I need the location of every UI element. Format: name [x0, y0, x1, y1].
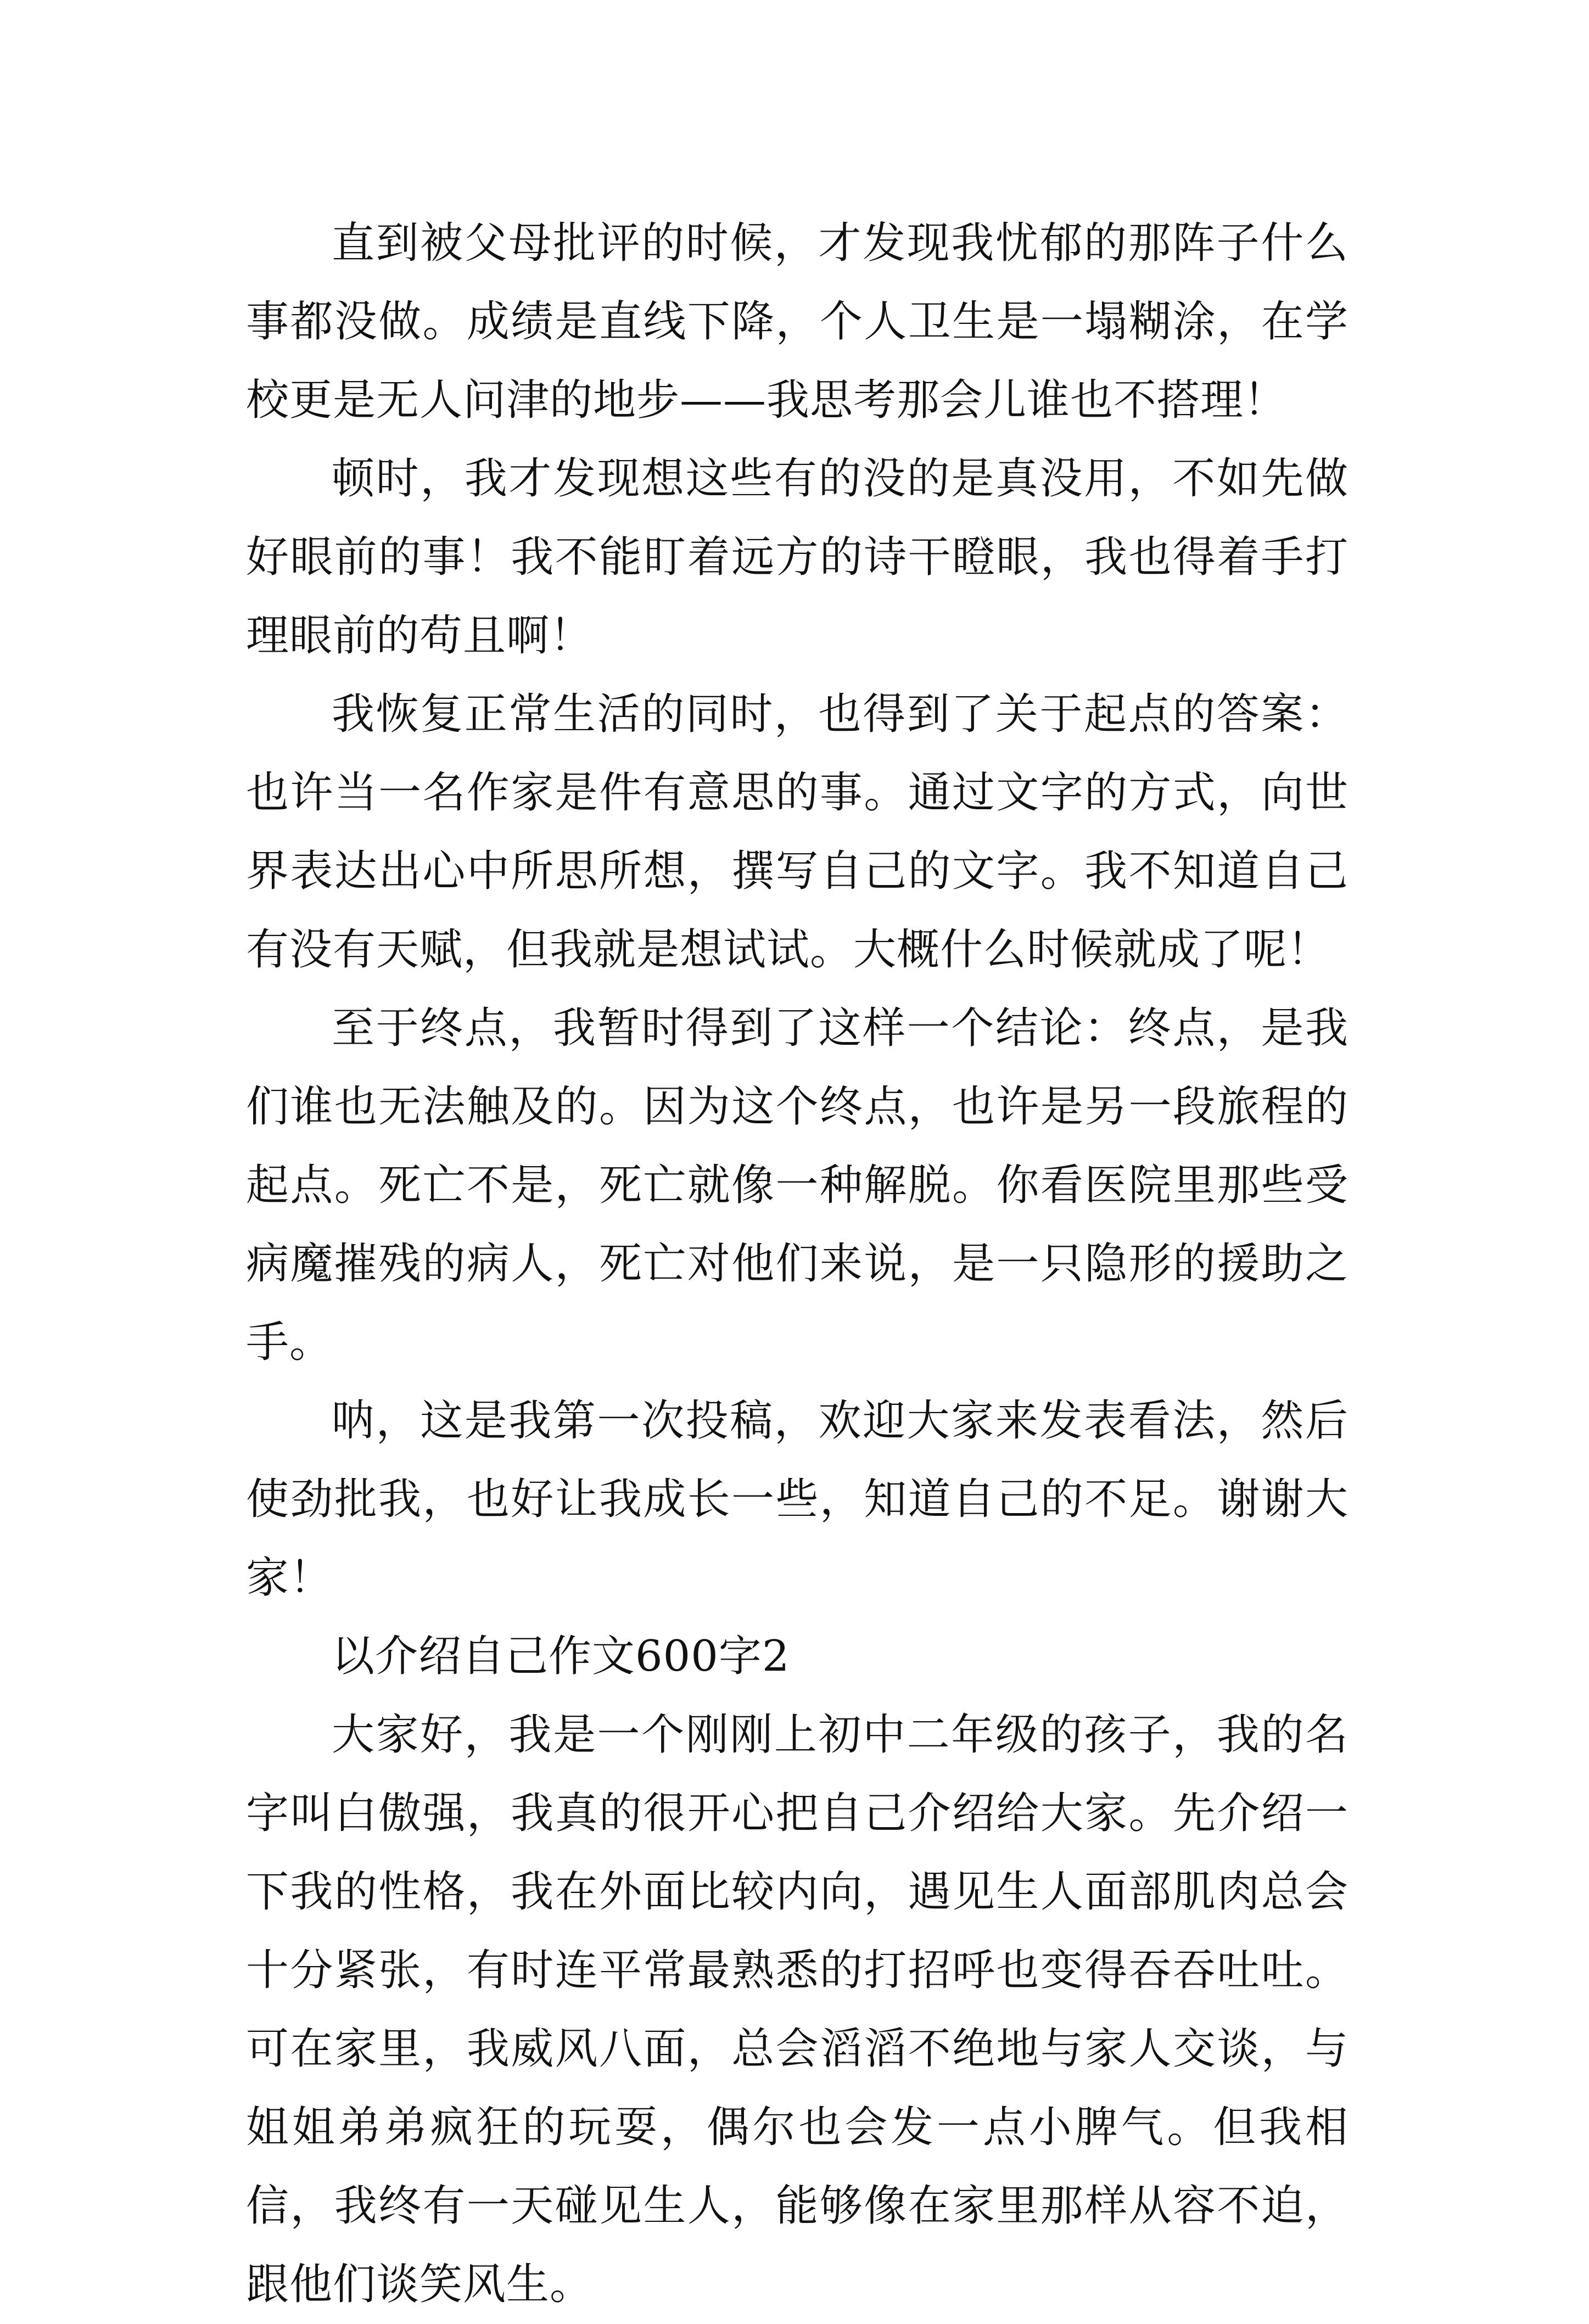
essay-heading: 以介绍自己作文600字2 — [332, 1632, 790, 1681]
paragraph-realization: 顿时，我才发现想这些有的没的是真没用，不如先做好眼前的事！我不能盯着远方的诗干瞪眼，我也得着手打理眼前的苟且啊！ — [246, 454, 1349, 660]
paragraph-first-submission: 呐，这是我第一次投稿，欢迎大家来发表看法，然后使劲批我，也好让我成长一些，知道自己的不足。谢谢大家！ — [246, 1396, 1349, 1603]
document-body — [246, 204, 1349, 2324]
paragraph-criticized: 直到被父母批评的时候，才发现我忧郁的那阵子什么事都没做。成绩是直线下降，个人卫生是一塌糊涂，在学校更是无人问津的地步——我思考那会儿谁也不搭理！ — [246, 219, 1349, 425]
paragraph-self-introduction: 大家好，我是一个刚刚上初中二年级的孩子，我的名字叫白傲强，我真的很开心把自己介绍给大家。先介绍一下我的性格，我在外面比较内向，遇见生人面部肌肉总会十分紧张，有时连平常最熟悉的打招呼也变得吞吞吐吐。可在家里，我威风八面，总会滔滔不绝地与家人交谈，与姐姐弟弟疯狂的玩耍，偶尔也会发一点小脾气。但我相信，我终有一天碰见生人，能够像在家里那样从容不迫，跟他们谈笑风生。 — [246, 1710, 1349, 2309]
paragraph-end-point: 至于终点，我暂时得到了这样一个结论：终点，是我们谁也无法触及的。因为这个终点，也许是另一段旅程的起点。死亡不是，死亡就像一种解脱。你看医院里那些受病魔摧残的病人，死亡对他们来说，是一只隐形的援助之手。 — [246, 1004, 1349, 1367]
paragraph-starting-point: 我恢复正常生活的同时，也得到了关于起点的答案：也许当一名作家是件有意思的事。通过文字的方式，向世界表达出心中所思所想，撰写自己的文字。我不知道自己有没有天赋，但我就是想试试。大概什么时候就成了呢！ — [246, 690, 1349, 975]
